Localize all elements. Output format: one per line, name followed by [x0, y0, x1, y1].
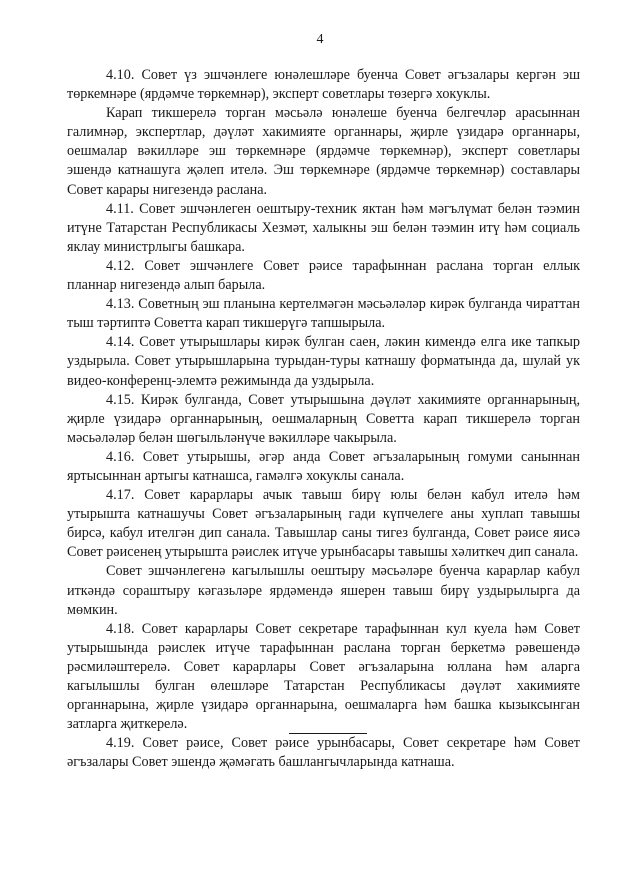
document-body	[67, 66, 580, 772]
paragraph-4-11: 4.11. Совет эшчәнлеген оештыру-техник яктан һәм мәгълүмат белән тәэмин итүне Татарстан Республикасы Хезмәт, халыкны эш белән тәэмин итү һәм социаль яклау министрлыгы башкара.	[67, 200, 580, 255]
paragraph-working-groups: Карап тикшерелә торган мәсьәлә юнәлеше буенча белгечләр арасыннан галимнәр, экспертлар, дәүләт хакимияте органнары, җирле үзидарә органнары, оешмалар вәкилләре эш төркемнәре (ярдәмче төркемнәр), эксперт советлары эшендә катнашуга җәлеп ителә. Эш төркемнәре (ярдәмче төркемнәр) составлары Совет карары нигезендә раслана.	[67, 105, 580, 198]
paragraph-4-14: 4.14. Совет утырышлары кирәк булган саен, ләкин кимендә елга ике тапкыр уздырыла. Совет утырышларына турыдан-туры катнашу форматында да, шулай ук видео-конференц-элемтә режимында да уздырыла.	[67, 334, 580, 389]
page-number: 4	[316, 32, 324, 47]
paragraph-4-16: 4.16. Совет утырышы, әгәр анда Совет әгъзаларының гомуми саныннан яртысыннан артыгы катнашса, гамәлгә хокуклы санала.	[67, 448, 580, 484]
paragraph-4-13: 4.13. Советның эш планына кертелмәгән мәсьәләләр кирәк булганда чираттан тыш тәртиптә Советта карап тикшерүгә тапшырыла.	[67, 296, 580, 332]
paragraph-4-17: 4.17. Совет карарлары ачык тавыш бирү юлы белән кабул ителә һәм утырышта катнашучы Совет әгъзаларының гади күпчелеге аны хуплап тавышы бирсә, кабул ителгән дип санала. Тавышлар саны тигез булганда, Совет рәисе яисә Совет рәисенең утырышта рәислек итүче урынбасары тавышы хәлиткеч дип санала.	[67, 487, 580, 561]
paragraph-secret-ballot: Совет эшчәнлегенә кагылышлы оештыру мәсьәләре буенча карарлар кабул иткәндә сораштыру кәгазьләре ярдәмендә яшерен тавыш бирү уздырылырга да мөмкин.	[67, 563, 580, 618]
paragraph-4-15: 4.15. Кирәк булганда, Совет утырышына дәүләт хакимияте органнарының, җирле үзидарә органнарының, оешмаларның Советта карап тикшерелә торган мәсьәләләр белән шөгыльләнүче вәкилләре чакырыла.	[67, 391, 580, 446]
paragraph-4-19: 4.19. Совет рәисе, Совет рәисе урынбасары, Совет секретаре һәм Совет әгъзалары Совет эшендә җәмәгать башлангычларында катнаша.	[67, 735, 580, 771]
paragraph-4-12: 4.12. Совет эшчәнлеге Совет рәисе тарафыннан раслана торган еллык планнар нигезендә алып барыла.	[67, 257, 580, 294]
paragraph-4-18: 4.18. Совет карарлары Совет секретаре тарафыннан кул куела һәм Совет утырышында рәислек итүче тарафыннан раслана торган беркетмә рәвешендә рәсмиләштерелә. Совет карарлары Совет әгъзаларына юллана һәм аларга кагылышлы булган өлешләре Татарстан Республикасы дәүләт хакимияте органнарына, җирле үзидарә органнарына, оешмаларга һәм башка кызыксынган затларга җиткерелә.	[67, 620, 580, 733]
paragraph-4-10: 4.10. Совет үз эшчәнлеге юнәлешләре буенча Совет әгъзалары кергән эш төркемнәре (ярдәмче төркемнәр), эксперт советлары төзергә хокуклы.	[67, 67, 580, 103]
end-separator-line	[289, 733, 367, 734]
